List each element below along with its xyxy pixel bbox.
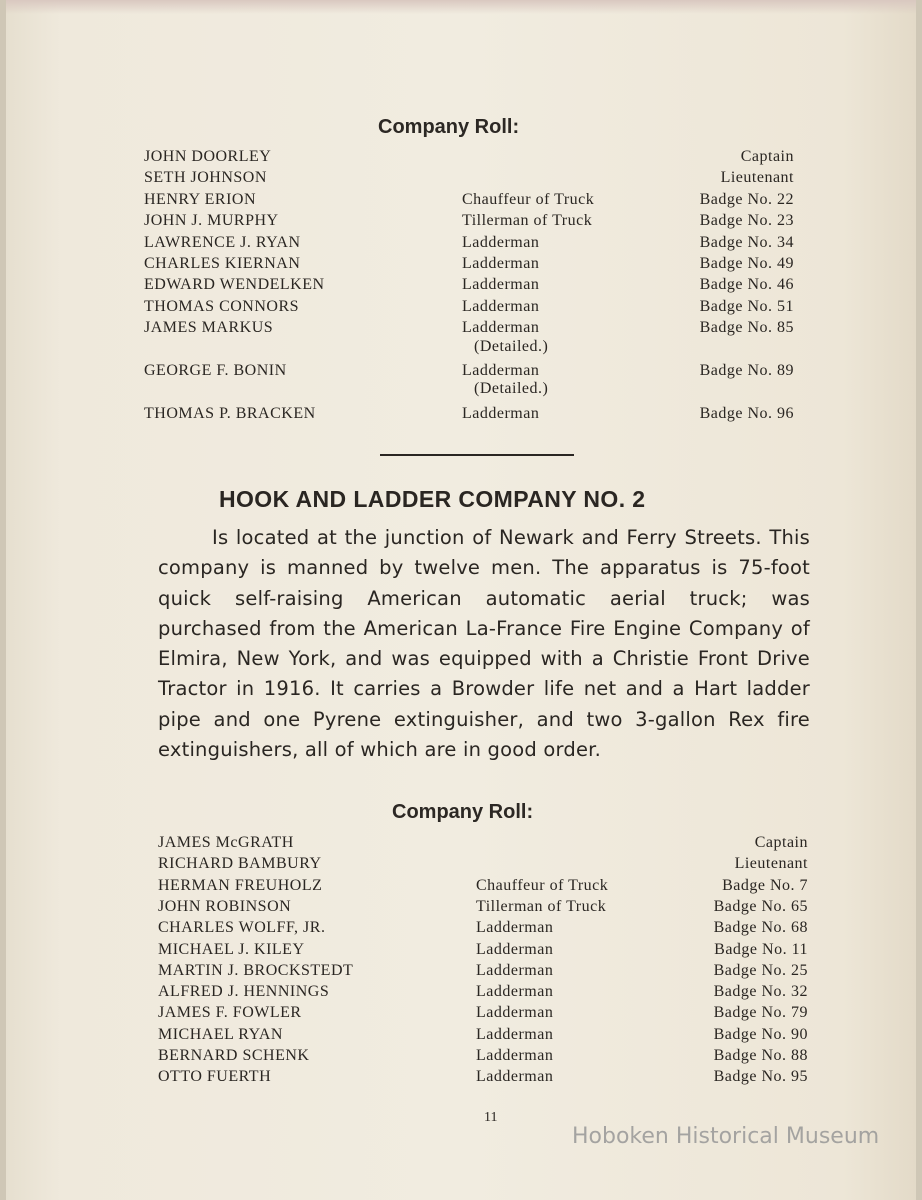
roll-row xyxy=(158,983,808,1001)
description-text: Is located at the junction of Newark and Ferry Streets. This company is manned by twelve men. The apparatus is 75-foot quick self-raising American automatic aerial truck; was purchased from the American La-France Fire Engine Company of Elmira, New York, and was equipped with a Christie Front Drive Tractor in 1916. It carries a Browder life net and a Hart ladder pipe and one Pyrene extinguisher, and two 3-gallon Rex fire extinguishers, all of which are in good order. xyxy=(158,526,810,762)
roll-row xyxy=(144,298,794,316)
member-name: RICHARD BAMBURY xyxy=(158,855,322,873)
member-position: Chauffeur of Truck xyxy=(476,876,609,894)
roll-row xyxy=(144,212,794,230)
roll-row xyxy=(158,941,808,959)
roll-row xyxy=(158,834,808,852)
member-position: Tillerman of Truck xyxy=(462,212,593,230)
detailed-note-1: (Detailed.) xyxy=(474,338,549,355)
member-name: LAWRENCE J. RYAN xyxy=(144,233,301,251)
member-name: EDWARD WENDELKEN xyxy=(144,276,325,294)
roll-row xyxy=(158,1026,808,1044)
roll-row xyxy=(158,1004,808,1022)
member-badge: Badge No. 85 xyxy=(699,319,794,337)
member-badge: Badge No. 89 xyxy=(699,362,794,379)
member-badge: Badge No. 95 xyxy=(713,1068,808,1086)
roll-row xyxy=(158,1047,808,1065)
member-badge: Badge No. 90 xyxy=(713,1025,808,1043)
member-name: JOHN J. MURPHY xyxy=(144,212,279,230)
member-name: SETH JOHNSON xyxy=(144,169,267,187)
member-badge: Badge No. 32 xyxy=(713,983,808,1001)
roll-row xyxy=(144,191,794,209)
member-position: Ladderman xyxy=(462,404,540,422)
member-position: Lieutenant xyxy=(720,169,794,187)
member-badge: Badge No. 34 xyxy=(699,233,794,251)
member-position: Ladderman xyxy=(476,919,554,937)
roll-row xyxy=(158,919,808,937)
member-badge: Badge No. 51 xyxy=(699,297,794,315)
roll-row xyxy=(158,855,808,873)
member-position: Ladderman xyxy=(476,983,554,1001)
member-badge: Badge No. 68 xyxy=(713,919,808,937)
museum-watermark: Hoboken Historical Museum xyxy=(572,1124,880,1149)
member-badge: Badge No. 49 xyxy=(699,255,794,272)
member-name: MICHAEL J. KILEY xyxy=(158,940,305,958)
member-position: Lieutenant xyxy=(734,855,808,873)
description-paragraph xyxy=(158,523,810,765)
member-name: ALFRED J. HENNINGS xyxy=(158,983,330,1001)
roll-row xyxy=(144,405,794,423)
roll-row xyxy=(158,877,808,895)
member-position: Ladderman xyxy=(462,297,540,315)
member-badge: Badge No. 88 xyxy=(713,1047,808,1064)
member-position: Tillerman of Truck xyxy=(476,897,607,915)
member-name: BERNARD SCHENK xyxy=(158,1047,310,1064)
member-badge: Badge No. 25 xyxy=(713,961,808,979)
roll-row xyxy=(158,1068,808,1086)
member-badge: Badge No. 65 xyxy=(713,897,808,915)
member-name: HERMAN FREUHOLZ xyxy=(158,876,323,894)
member-badge: Badge No. 96 xyxy=(699,404,794,422)
member-name: JAMES F. FOWLER xyxy=(158,1004,302,1022)
member-badge: Badge No. 23 xyxy=(699,212,794,230)
member-name: THOMAS CONNORS xyxy=(144,297,300,315)
member-position: Captain xyxy=(740,148,794,165)
roll-row xyxy=(144,148,794,166)
company-roll-title-2: Company Roll: xyxy=(392,801,534,823)
document-page xyxy=(6,0,916,1200)
member-badge: Badge No. 46 xyxy=(699,276,794,294)
member-badge: Badge No. 79 xyxy=(713,1004,808,1022)
member-name: OTTO FUERTH xyxy=(158,1068,272,1086)
member-position: Ladderman xyxy=(476,1047,554,1064)
member-name: HENRY ERION xyxy=(144,190,257,208)
member-position: Ladderman xyxy=(476,1025,554,1043)
detailed-note-2: (Detailed.) xyxy=(474,380,549,397)
member-name: THOMAS P. BRACKEN xyxy=(144,404,316,422)
section-divider xyxy=(380,454,574,456)
member-badge: Badge No. 11 xyxy=(714,940,808,958)
member-position: Ladderman xyxy=(462,255,540,272)
member-position: Ladderman xyxy=(476,940,554,958)
member-position: Ladderman xyxy=(476,1068,554,1086)
roll-row xyxy=(144,169,794,187)
member-name: JAMES MARKUS xyxy=(144,319,274,337)
member-name: MARTIN J. BROCKSTEDT xyxy=(158,961,354,979)
roll-row xyxy=(144,319,794,337)
member-position: Ladderman xyxy=(462,233,540,251)
roll-row xyxy=(144,276,794,294)
roll-row xyxy=(158,898,808,916)
member-position: Ladderman xyxy=(462,362,540,379)
company-roll-title-1: Company Roll: xyxy=(378,116,520,138)
section-heading: HOOK AND LADDER COMPANY NO. 2 xyxy=(219,486,646,512)
roll-row xyxy=(144,362,794,380)
member-badge: Badge No. 22 xyxy=(699,190,794,208)
member-position: Chauffeur of Truck xyxy=(462,190,595,208)
member-position: Ladderman xyxy=(476,961,554,979)
member-position: Ladderman xyxy=(462,319,540,337)
member-name: JOHN DOORLEY xyxy=(144,148,272,165)
member-name: MICHAEL RYAN xyxy=(158,1025,283,1043)
page-number: 11 xyxy=(484,1110,498,1125)
member-position: Ladderman xyxy=(476,1004,554,1022)
roll-row xyxy=(158,962,808,980)
member-position: Ladderman xyxy=(462,276,540,294)
member-name: CHARLES KIERNAN xyxy=(144,255,301,272)
roll-row xyxy=(144,255,794,273)
member-name: CHARLES WOLFF, JR. xyxy=(158,919,326,937)
member-position: Captain xyxy=(754,834,808,851)
member-name: JOHN ROBINSON xyxy=(158,897,292,915)
member-name: JAMES McGRATH xyxy=(158,834,294,851)
roll-row xyxy=(144,234,794,252)
member-badge: Badge No. 7 xyxy=(722,876,808,894)
member-name: GEORGE F. BONIN xyxy=(144,362,287,379)
